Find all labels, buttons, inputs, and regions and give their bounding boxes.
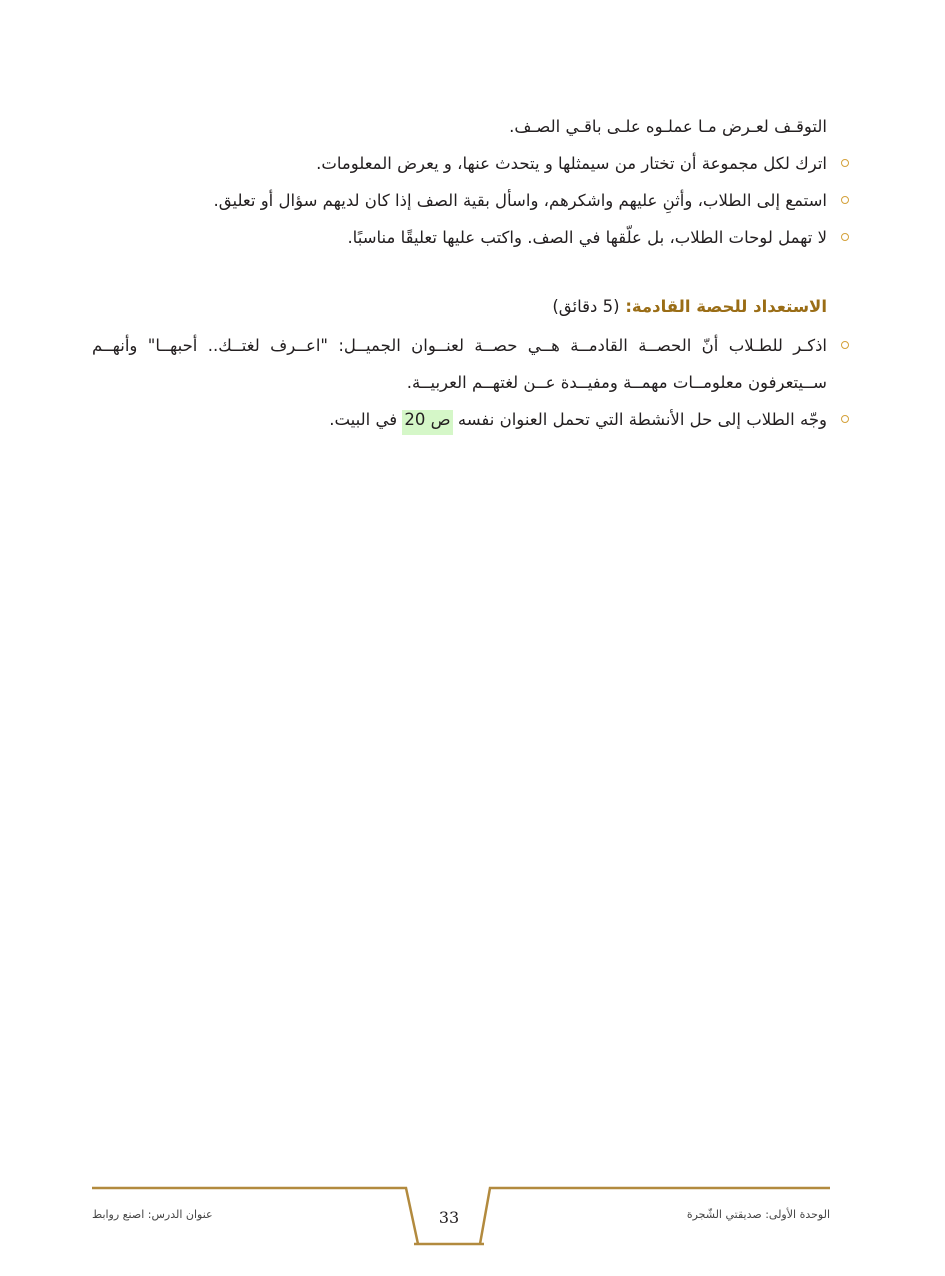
page-number: 33 — [438, 1208, 460, 1227]
list-item-text-line1: اذكـر للطـلاب أنّ الحصــة القادمــة هــي حصــة لعنــوان الجميــل: "اعــرف لغتــك.. أحبهــا" وأنهــم — [92, 336, 827, 355]
list-item — [87, 145, 827, 182]
activity-bullet-list — [87, 145, 827, 256]
section-heading — [87, 291, 827, 323]
list-item-text: اترك لكل مجموعة أن تختار من سيمثلها و يتحدث عنها، و يعرض المعلومات. — [316, 154, 827, 173]
list-item-text-before: وجّه الطلاب إلى حل الأنشطة التي تحمل العنوان نفسه — [457, 410, 827, 429]
section-duration: (5 دقائق) — [552, 297, 620, 316]
circle-bullet-icon — [841, 233, 849, 241]
list-item — [87, 182, 827, 219]
list-item — [87, 219, 827, 256]
unit-title: الوحدة الأولى: صديقتي الشّجرة — [686, 1208, 830, 1221]
lesson-content — [87, 108, 827, 438]
list-item-text-line2: ســيتعرفون معلومــات مهمــة ومفيــدة عــن لغتهــم العربيــة. — [406, 373, 827, 392]
circle-bullet-icon — [841, 196, 849, 204]
list-item — [87, 327, 827, 401]
list-item-text: استمع إلى الطلاب، وأثنِ عليهم واشكرهم، واسأل بقية الصف إذا كان لديهم سؤال أو تعليق. — [213, 191, 827, 210]
continuation-line: التوقـف لعـرض مـا عملـوه علـى باقـي الصـف. — [509, 117, 827, 136]
list-item-text-after: في البيت. — [329, 410, 398, 429]
section-heading-title: الاستعداد للحصة القادمة: — [625, 297, 827, 316]
next-lesson-bullet-list — [87, 327, 827, 438]
page-reference-highlight: ص 20 — [402, 410, 452, 435]
circle-bullet-icon — [841, 159, 849, 167]
list-item — [87, 401, 827, 438]
circle-bullet-icon — [841, 341, 849, 349]
lesson-title: عنوان الدرس: اصنع روابط — [92, 1208, 213, 1221]
circle-bullet-icon — [841, 415, 849, 423]
list-item-text: لا تهمل لوحات الطلاب، بل علّقها في الصف. واكتب عليها تعليقًا مناسبًا. — [347, 228, 827, 247]
